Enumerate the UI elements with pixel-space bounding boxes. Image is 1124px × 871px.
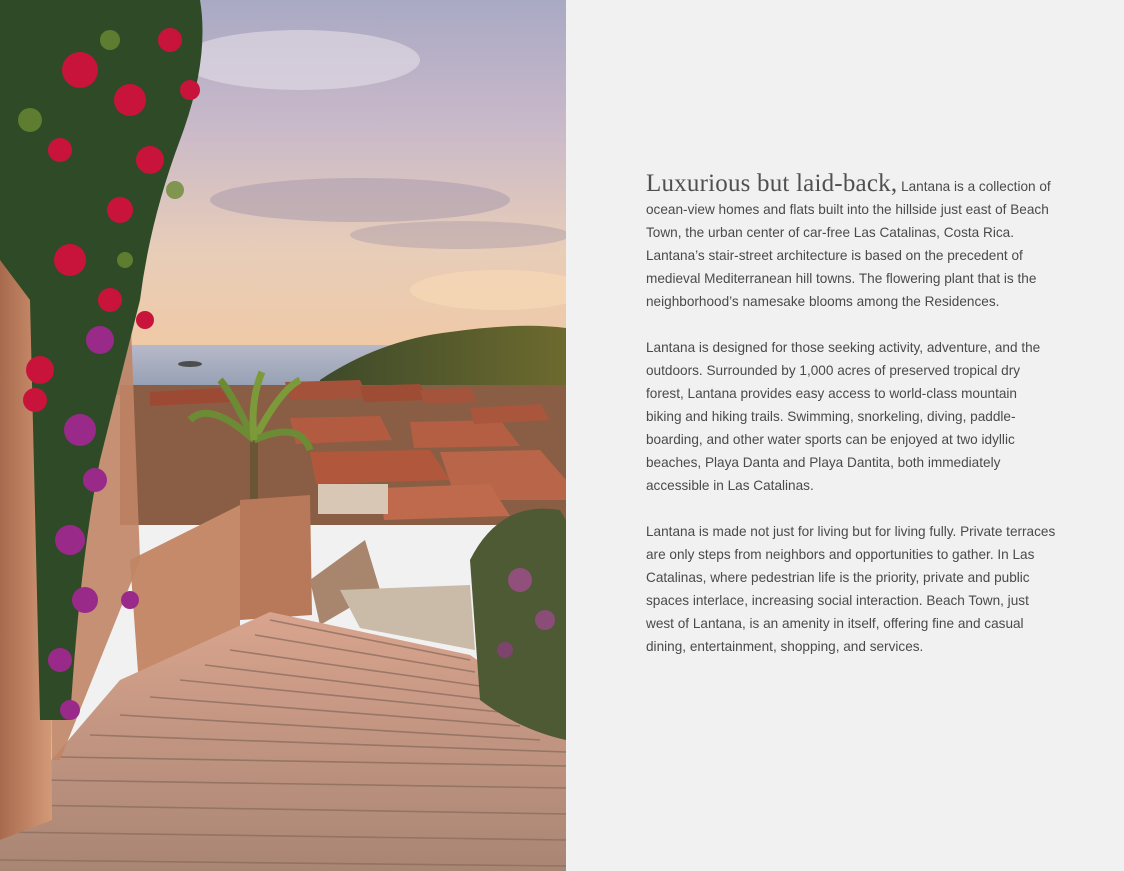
body-copy: [646, 172, 1056, 681]
paragraph-intro: [646, 172, 1056, 313]
lead-heading: Luxurious but laid-back,: [646, 170, 898, 197]
paragraph-activity: Lantana is designed for those seeking activity, adventure, and the outdoors. Surrounded by 1,000 acres of preserved tropical dry forest, Lantana provides easy access to world-class mountain biking and hiking trails. Swimming, snorkeling, diving, paddle-boarding, and other water sports can be enjoyed at two idyllic beaches, Playa Danta and Playa Dantita, both immediately accessible in Las Catalinas.: [646, 340, 1041, 493]
paragraph-living: Lantana is made not just for living but for living fully. Private terraces are only steps from neighbors and opportunities to gather. In Las Catalinas, where pedestrian life is the priority, private and public spaces interlace, increasing social interaction. Beach Town, just west of Lantana, is an amenity in itself, offering fine and casual dining, entertainment, shopping, and services.: [646, 524, 1056, 654]
paragraph-intro-text: Lantana is a collection of ocean-view homes and flats built into the hillside just east of Beach Town, the urban center of car-free Las Catalinas, Costa Rica. Lantana’s stair-street architecture is based on the precedent of medieval Mediterranean hill towns. The flowering plant that is the neighborhood’s namesake blooms among the Residences.: [646, 179, 1051, 309]
text-page: [566, 0, 1124, 871]
